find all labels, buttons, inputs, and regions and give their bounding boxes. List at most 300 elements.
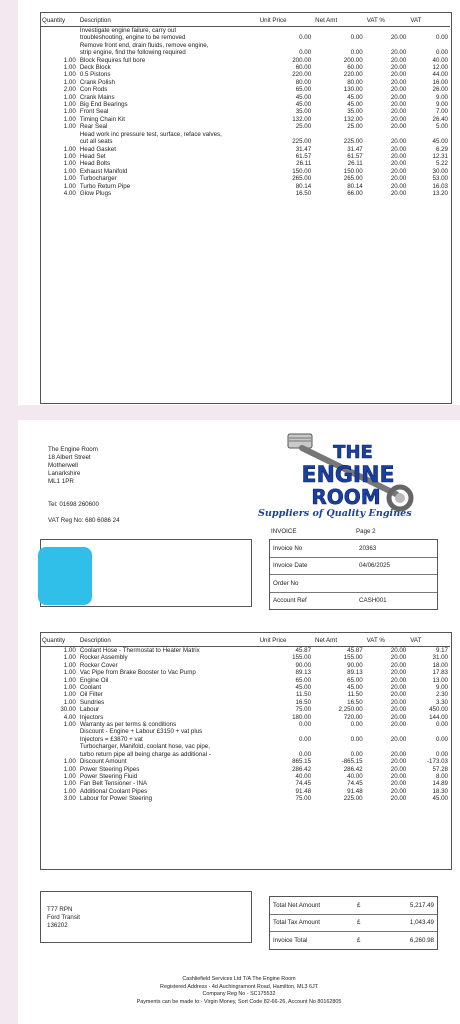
unit-price-cell: 75.00 [295, 706, 312, 714]
table-row [40, 691, 450, 698]
vat-pct-cell: 20.00 [390, 721, 407, 729]
vat-pct-cell: 20.00 [390, 175, 407, 183]
qty-cell: 1.00 [63, 698, 76, 706]
company-address [48, 446, 98, 486]
unit-price-cell: 80.14 [295, 182, 312, 190]
net-amt-cell: 65.00 [347, 676, 363, 684]
table-row [40, 123, 450, 130]
net-amt-cell: 0.00 [350, 735, 363, 743]
unit-price-cell: 26.11 [296, 160, 312, 168]
table-row [40, 160, 450, 167]
logo-line1: THE [333, 442, 373, 463]
qty-cell: 1.00 [63, 765, 76, 773]
qty-cell: 1.00 [63, 647, 76, 654]
qty-cell [40, 27, 78, 35]
vat-pct-cell: 20.00 [390, 71, 407, 79]
net-amt-cell: 225.00 [343, 138, 363, 146]
table-row [40, 706, 450, 713]
qty-cell: 1.00 [63, 654, 76, 662]
vat-cell: 44.00 [432, 71, 448, 79]
unit-price-cell [258, 743, 313, 750]
description-cell: Rocker Assembly [79, 654, 128, 662]
table-row [40, 138, 450, 145]
vat-pct-cell: 20.00 [390, 676, 407, 684]
unit-price-cell: 45.00 [295, 684, 312, 692]
table-row [40, 79, 450, 86]
items-table-page2 [40, 634, 450, 803]
vat-pct-cell: 20.00 [390, 795, 407, 803]
net-amt-cell [313, 131, 365, 138]
net-amt-cell: 31.47 [347, 145, 363, 153]
vat-pct-cell: 20.00 [390, 706, 407, 714]
table-row [40, 131, 450, 138]
qty-cell: 1.00 [63, 691, 76, 699]
invoice-total-row [270, 932, 437, 949]
unit-price-cell: 65.00 [295, 676, 312, 684]
table-row [40, 71, 450, 78]
qty-cell [40, 728, 78, 735]
table-row [40, 116, 450, 123]
invoice-total-currency: £ [357, 936, 361, 944]
vat-pct-cell: 20.00 [390, 56, 407, 64]
unit-price-cell: 74.45 [295, 780, 312, 788]
vat-pct-cell: 20.00 [390, 661, 407, 669]
invoice-total-label: Invoice Total [273, 936, 308, 944]
unit-price-cell: 180.00 [292, 713, 312, 721]
vat-cell: 12.00 [432, 64, 448, 72]
unit-price-cell: 286.42 [292, 765, 312, 773]
vat-pct-cell: 20.00 [390, 34, 407, 42]
totals-box [269, 896, 438, 950]
account-ref-value: CASH001 [359, 597, 387, 605]
account-ref-row [270, 593, 437, 610]
vat-cell: 30.00 [432, 167, 448, 175]
vat-pct-cell [365, 728, 409, 735]
invoice-page-2 [18, 420, 460, 1024]
items-table-page1 [40, 14, 450, 197]
description-cell: strip engine, find the following required [79, 49, 186, 57]
unit-price-cell: 89.13 [295, 669, 312, 677]
qty-cell [40, 42, 78, 49]
description-cell: Vac Pipe from Brake Booster to Vac Pump [79, 669, 196, 677]
net-amt-cell: 265.00 [343, 175, 363, 183]
company-tel: Tel: 01698 260600 [48, 501, 99, 508]
redacted-customer-details [38, 547, 92, 605]
net-amt-cell: 0.00 [350, 721, 363, 729]
description-cell: Labour [79, 706, 100, 714]
net-amt-cell [313, 27, 365, 35]
table-row [40, 64, 450, 71]
logo-line2: ENGINE [301, 463, 395, 488]
table-row [40, 780, 450, 787]
unit-price-cell [258, 42, 313, 49]
table-row [40, 190, 450, 197]
description-cell: Discount - Engine + Labour £3150 + vat plus [79, 728, 203, 736]
unit-price-cell: 25.00 [295, 123, 312, 131]
description-cell: Coolant Hose - Thermostat to Heater Matrix [79, 647, 200, 654]
vat-cell: 18.00 [432, 661, 448, 669]
vat-cell: 16.03 [432, 182, 448, 190]
table-row [40, 146, 450, 153]
table-row [40, 101, 450, 108]
table-row [40, 27, 450, 35]
vat-pct-cell: 20.00 [390, 669, 407, 677]
net-amt-cell: 45.00 [347, 684, 363, 692]
net-amt-cell: 35.00 [347, 108, 363, 116]
vat-cell: 13.20 [432, 189, 448, 197]
description-cell: Head Gasket [79, 145, 116, 153]
net-amt-cell: 2,250.00 [338, 706, 363, 714]
vat-pct-cell: 20.00 [390, 691, 407, 699]
vat-cell: 17.83 [432, 669, 448, 677]
description-cell: Block Requires full bore [79, 56, 146, 64]
col-quantity: Quantity [42, 16, 66, 24]
vat-cell: 40.00 [432, 56, 448, 64]
table-row [40, 153, 450, 160]
vat-cell: 26.40 [432, 115, 448, 123]
qty-cell: 1.00 [63, 71, 76, 79]
vehicle-reg: T77 RPN [47, 906, 73, 913]
table-row [40, 773, 450, 780]
invoice-date-row [270, 558, 437, 576]
description-cell: Fan Belt Tensioner - INA [79, 780, 148, 788]
net-amt-cell: 220.00 [343, 71, 363, 79]
qty-cell: 1.00 [63, 787, 76, 795]
vat-pct-cell: 20.00 [390, 167, 407, 175]
table-row [40, 662, 450, 669]
col-description: Description [79, 16, 111, 24]
qty-cell: 1.00 [63, 78, 76, 86]
unit-price-cell: 45.87 [295, 647, 312, 654]
net-amt-cell: 155.00 [343, 654, 363, 662]
table-row [40, 183, 450, 190]
vat-cell: 9.17 [435, 647, 448, 654]
vat-cell: 18.30 [432, 787, 448, 795]
vat-cell: 0.00 [435, 721, 448, 729]
net-amt-cell: 80.14 [347, 182, 363, 190]
unit-price-cell: 40.00 [295, 772, 312, 780]
description-cell: Exhaust Manifold [79, 167, 128, 175]
vat-pct-cell: 20.00 [390, 758, 407, 766]
logo-line3: ROOM [311, 485, 381, 509]
total-net-row [270, 897, 437, 915]
net-amt-cell [313, 42, 365, 49]
table-row [40, 677, 450, 684]
qty-cell: 1.00 [63, 721, 76, 729]
description-cell: Discount Amount [79, 758, 127, 766]
invoice-date-label: Invoice Date [273, 562, 308, 570]
vat-pct-cell [365, 27, 409, 35]
vehicle-mileage: 136202 [47, 922, 68, 929]
description-cell: Turbocharger, Manifold, coolant hose, vac pipe, [79, 743, 210, 751]
description-cell: Remove front end, drain fluids, remove engine, [79, 41, 209, 49]
qty-cell: 1.00 [63, 669, 76, 677]
vat-pct-cell: 20.00 [390, 772, 407, 780]
unit-price-cell: 61.57 [295, 152, 312, 160]
vat-cell: 5.22 [435, 160, 448, 168]
qty-cell: 1.00 [63, 108, 76, 116]
description-cell: Power Steering Fluid [79, 772, 138, 780]
net-amt-cell: 91.48 [347, 787, 363, 795]
table-row [40, 795, 450, 802]
table-row [40, 721, 450, 728]
table-row [40, 669, 450, 676]
table-row [40, 647, 450, 655]
net-amt-cell: 720.00 [343, 713, 363, 721]
order-number-label: Order No [273, 579, 299, 587]
vat-cell: 45.00 [432, 795, 448, 803]
qty-cell [40, 49, 78, 56]
vat-pct-cell: 20.00 [390, 654, 407, 662]
vat-cell: 0.00 [435, 34, 448, 42]
unit-price-cell [258, 131, 313, 138]
table-header [40, 14, 450, 27]
unit-price-cell: 0.00 [298, 735, 312, 743]
vat-cell: 9.00 [435, 101, 448, 109]
table-row [40, 49, 450, 56]
vat-cell: 16.00 [432, 78, 448, 86]
company-town: Motherwell [48, 462, 78, 469]
company-name: The Engine Room [48, 446, 98, 453]
col-vat-pct: VAT % [366, 636, 385, 644]
description-cell: Additional Coolant Pipes [79, 787, 148, 795]
description-cell: Labour for Power Steering [79, 795, 153, 803]
vat-cell: 9.00 [435, 684, 448, 692]
table-row [40, 108, 450, 115]
col-quantity: Quantity [42, 636, 66, 644]
vat-pct-cell: 20.00 [390, 735, 407, 743]
description-cell: Con Rods [79, 86, 108, 94]
vat-pct-cell: 20.00 [390, 86, 407, 94]
net-amt-cell: 89.13 [347, 669, 363, 677]
table-header-page2 [40, 634, 450, 647]
table-row [40, 168, 450, 175]
total-tax-row [270, 915, 437, 933]
total-net-label: Total Net Amount [273, 901, 321, 909]
table-row [40, 42, 450, 49]
col-vat: VAT [410, 16, 422, 24]
qty-cell: 30.00 [60, 706, 76, 714]
vat-cell: 5.00 [435, 123, 448, 131]
col-description: Description [79, 636, 111, 644]
net-amt-cell: -865.15 [341, 758, 363, 766]
vat-pct-cell: 20.00 [390, 750, 407, 758]
vat-cell: 26.00 [432, 86, 448, 94]
qty-cell: 1.00 [63, 758, 76, 766]
vat-cell: 3.30 [435, 698, 448, 706]
qty-cell: 1.00 [63, 182, 76, 190]
qty-cell: 1.00 [63, 145, 76, 153]
net-amt-cell: 25.00 [347, 123, 363, 131]
company-county: Lanarkshire [48, 470, 81, 477]
vat-cell: -173.03 [427, 758, 448, 766]
total-net-currency: £ [357, 901, 361, 909]
description-cell: Head Set [79, 152, 106, 160]
company-postcode: ML1 1PR [48, 478, 74, 485]
vat-pct-cell: 20.00 [390, 49, 407, 57]
qty-cell: 1.00 [63, 661, 76, 669]
items-body-page2 [40, 647, 450, 803]
unit-price-cell: 91.48 [295, 787, 312, 795]
unit-price-cell: 65.00 [295, 86, 312, 94]
vat-pct-cell: 20.00 [390, 713, 407, 721]
description-cell: Head Bolts [79, 160, 111, 168]
qty-cell: 1.00 [63, 123, 76, 131]
vat-cell: 12.31 [432, 152, 448, 160]
net-amt-cell: 0.00 [350, 34, 363, 42]
net-amt-cell: 61.57 [347, 152, 363, 160]
qty-cell: 1.00 [63, 772, 76, 780]
description-cell: Crank Polish [79, 78, 115, 86]
description-cell: Injectors = £3870 + vat [79, 735, 143, 743]
total-tax-value: 1,043.49 [409, 919, 434, 927]
table-row [40, 86, 450, 93]
unit-price-cell [258, 728, 313, 735]
qty-cell [40, 138, 78, 145]
order-number-row [270, 575, 437, 593]
vat-pct-cell: 20.00 [390, 108, 407, 116]
description-cell: Power Steering Pipes [79, 765, 140, 773]
vat-pct-cell: 20.00 [390, 189, 407, 197]
net-amt-cell: 16.50 [347, 698, 363, 706]
net-amt-cell [313, 743, 365, 750]
items-body-page1 [40, 27, 450, 198]
net-amt-cell: 66.00 [347, 189, 363, 197]
vat-pct-cell: 20.00 [390, 684, 407, 692]
vehicle-model: Ford Transit [47, 914, 81, 921]
unit-price-cell: 200.00 [292, 56, 312, 64]
qty-cell: 1.00 [63, 167, 76, 175]
qty-cell: 2.00 [63, 86, 76, 94]
unit-price-cell: 16.50 [295, 698, 312, 706]
table-row [40, 728, 450, 735]
invoice-info-box [269, 539, 438, 610]
company-vat-reg: VAT Reg No: 680 6086 24 [48, 517, 120, 524]
col-vat-pct: VAT % [366, 16, 385, 24]
qty-cell: 1.00 [63, 684, 76, 692]
unit-price-cell: 155.00 [292, 654, 312, 662]
table-row [40, 788, 450, 795]
footer-line3: Company Reg No - SC175532 [202, 991, 276, 997]
vat-cell [408, 27, 450, 35]
vehicle-box [40, 891, 252, 943]
vat-cell: 0.00 [435, 49, 448, 57]
vat-pct-cell: 20.00 [390, 780, 407, 788]
account-ref-label: Account Ref [273, 597, 307, 605]
vat-cell: 45.00 [432, 138, 448, 146]
description-cell: turbo return pipe all being charge as additional - [79, 750, 211, 758]
vat-cell: 53.00 [432, 175, 448, 183]
net-amt-cell: 11.50 [347, 691, 363, 699]
table-row [40, 94, 450, 101]
vat-pct-cell: 20.00 [390, 698, 407, 706]
qty-cell: 4.00 [63, 189, 76, 197]
unit-price-cell: 31.47 [295, 145, 312, 153]
total-tax-label: Total Tax Amount [273, 919, 321, 927]
description-cell: Head work inc pressure test, surface, reface valves, [79, 130, 222, 138]
table-row [40, 684, 450, 691]
table-row [40, 743, 450, 750]
total-tax-currency: £ [357, 919, 361, 927]
vat-pct-cell: 20.00 [390, 123, 407, 131]
unit-price-cell: 220.00 [292, 71, 312, 79]
qty-cell: 1.00 [63, 101, 76, 109]
invoice-page-1 [18, 0, 460, 405]
description-cell: Coolant [79, 684, 102, 692]
qty-cell [40, 131, 78, 138]
vat-pct-cell: 20.00 [390, 101, 407, 109]
invoice-label: INVOICE [271, 528, 297, 535]
qty-cell [40, 736, 78, 743]
unit-price-cell [258, 27, 313, 35]
unit-price-cell: 11.50 [296, 691, 312, 699]
vat-pct-cell [365, 743, 409, 750]
footer-line1: Cashliefield Services Ltd T/A The Engine Room [182, 976, 296, 982]
table-row [40, 751, 450, 758]
logo-tagline: Suppliers of Quality Engines [258, 508, 412, 519]
net-amt-cell [313, 728, 365, 735]
qty-cell [40, 743, 78, 750]
vat-cell: 0.00 [435, 750, 448, 758]
col-net-amt: Net Amt [315, 16, 338, 24]
net-amt-cell: 80.00 [347, 78, 363, 86]
net-amt-cell: 74.45 [347, 780, 363, 788]
vat-pct-cell [365, 42, 409, 49]
table-row [40, 57, 450, 64]
description-cell: Turbocharger [79, 175, 117, 183]
vat-cell: 8.00 [435, 772, 448, 780]
vat-cell: 14.89 [432, 780, 448, 788]
footer-line4: Payments can be made to:- Virgin Money, Sort Code 82-66-26, Account No 80162805 [136, 998, 342, 1005]
vat-cell: 0.00 [435, 735, 448, 743]
vat-cell: 31.00 [432, 654, 448, 662]
unit-price-cell: 265.00 [292, 175, 312, 183]
unit-price-cell: 150.00 [292, 167, 312, 175]
vat-cell: 2.30 [435, 691, 448, 699]
qty-cell: 1.00 [63, 115, 76, 123]
vat-pct-cell: 20.00 [390, 145, 407, 153]
qty-cell: 1.00 [63, 160, 76, 168]
net-amt-cell: 225.00 [343, 795, 363, 803]
description-cell: Investigate engine failure, carry out [79, 27, 177, 34]
vat-pct-cell: 20.00 [390, 765, 407, 773]
vat-pct-cell: 20.00 [390, 64, 407, 72]
table-row [40, 175, 450, 182]
col-unit-price: Unit Price [259, 636, 287, 644]
vat-cell: 7.00 [435, 108, 448, 116]
net-amt-cell: 60.00 [347, 64, 363, 72]
net-amt-cell: 286.42 [343, 765, 363, 773]
vat-pct-cell [365, 131, 409, 138]
unit-price-cell: 35.00 [295, 108, 312, 116]
net-amt-cell: 90.00 [347, 661, 363, 669]
table-row [40, 699, 450, 706]
description-cell: Engine Oil [79, 676, 109, 684]
vat-cell: 450.00 [429, 706, 448, 714]
vat-pct-cell: 20.00 [390, 115, 407, 123]
col-unit-price: Unit Price [259, 16, 287, 24]
description-cell: Deck Block [79, 64, 111, 72]
vat-pct-cell: 20.00 [390, 160, 407, 168]
col-net-amt: Net Amt [315, 636, 338, 644]
vat-cell: 144.00 [429, 713, 448, 721]
vat-cell [408, 42, 450, 49]
table-row [40, 654, 450, 661]
col-vat: VAT [410, 636, 422, 644]
qty-cell: 1.00 [63, 152, 76, 160]
description-cell: troubleshooting, engine to be removed [79, 34, 186, 42]
unit-price-cell: 865.15 [292, 758, 312, 766]
